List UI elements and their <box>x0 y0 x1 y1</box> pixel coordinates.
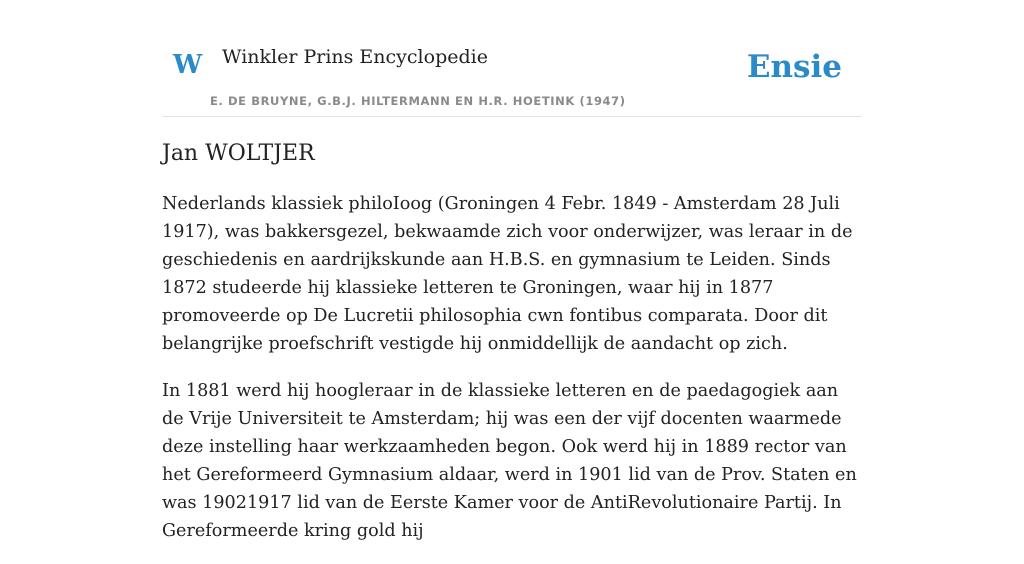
site-subtitle: E. DE BRUYNE, G.B.J. HILTERMANN EN H.R. HOETINK (1947) <box>210 94 626 108</box>
site-title[interactable]: Winkler Prins Encyclopedie <box>222 46 488 68</box>
brand-link[interactable]: Ensie <box>746 49 842 85</box>
article-title: Jan WOLTJER <box>162 141 315 166</box>
article-paragraph: Nederlands klassiek philoIoog (Groningen 4 Febr. 1849 - Amsterdam 28 Juli 1917), was bakkersgezel, bekwaamde zich voor onderwijzer, was leraar in de geschiedenis en aardrijkskunde aan H.B.S. en gymnasium te Leiden. Sinds 1872 studeerde hij klassieke letteren te Groningen, waar hij in 1877 promoveerde op De Lucretii philosophia cwn fontibus comparata. Door dit belangrijke proefschrift vestigde hij onmiddellijk de aandacht op zich. <box>162 193 853 354</box>
article <box>162 138 862 564</box>
site-header <box>162 0 862 117</box>
logo[interactable]: W <box>173 50 203 80</box>
article-paragraph: In 1881 werd hij hoogleraar in de klassieke letteren en de paedagogiek aan de Vrije Universiteit te Amsterdam; hij was een der vijf docenten waarmede deze instelling haar werkzaamheden begon. Ook werd hij in 1889 rector van het Gereformeerd Gymnasium aldaar, werd in 1901 lid van de Prov. Staten en was 19021917 lid van de Eerste Kamer voor de AntiRevolutionaire Partij. In Gereformeerde kring gold hij <box>162 380 857 541</box>
